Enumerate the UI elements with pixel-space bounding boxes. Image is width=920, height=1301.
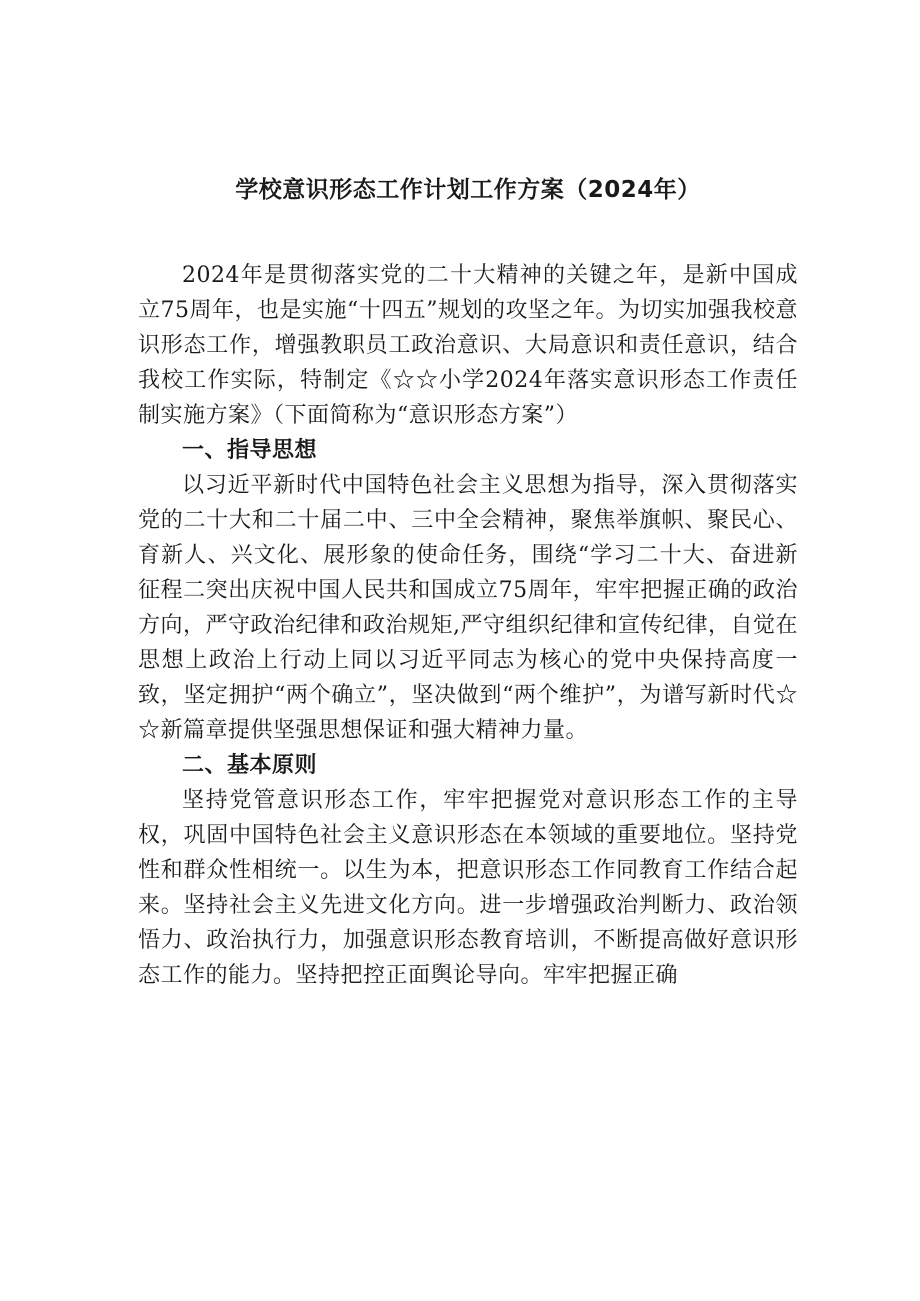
- section-paragraph-guiding-ideology: 以习近平新时代中国特色社会主义思想为指导，深入贯彻落实党的二十大和二十届二中、三中全会精神，聚焦举旗帜、聚民心、育新人、兴文化、展形象的使命任务，围绕“学习二十大、奋进新征程二突出庆祝中国人民共和国成立75周年，牢牢把握正确的政治方向，严守政治纪律和政治规矩,严守组织纪律和宣传纪律，自觉在思想上政治上行动上同以习近平同志为核心的党中央保持高度一致，坚定拥护“两个确立”，坚决做到“两个维护”，为谱写新时代☆☆新篇章提供坚强思想保证和强大精神力量。: [138, 473, 798, 743]
- intro-paragraph: 2024年是贯彻落实党的二十大精神的关键之年，是新中国成立75周年，也是实施“十四五”规划的攻坚之年。为切实加强我校意识形态工作，增强教职员工政治意识、大局意识和责任意识，结合我校工作实际，特制定《☆☆小学2024年落实意识形态工作责任制实施方案》（下面简称为“意识形态方案”）: [138, 263, 798, 428]
- document-body: [138, 258, 798, 993]
- section-heading-basic-principles: 二、基本原则: [182, 753, 318, 778]
- document-page: [138, 0, 798, 1301]
- section-paragraph-basic-principles: 坚持党管意识形态工作，牢牢把握党对意识形态工作的主导权，巩固中国特色社会主义意识形态在本领域的重要地位。坚持党性和群众性相统一。以生为本，把意识形态工作同教育工作结合起来。坚持社会主义先进文化方向。进一步增强政治判断力、政治领悟力、政治执行力，加强意识形态教育培训，不断提高做好意识形态工作的能力。坚持把控正面舆论导向。牢牢把握正确: [138, 788, 798, 988]
- document-title: 学校意识形态工作计划工作方案（2024年）: [235, 177, 701, 203]
- section-heading-guiding-ideology: 一、指导思想: [182, 438, 318, 463]
